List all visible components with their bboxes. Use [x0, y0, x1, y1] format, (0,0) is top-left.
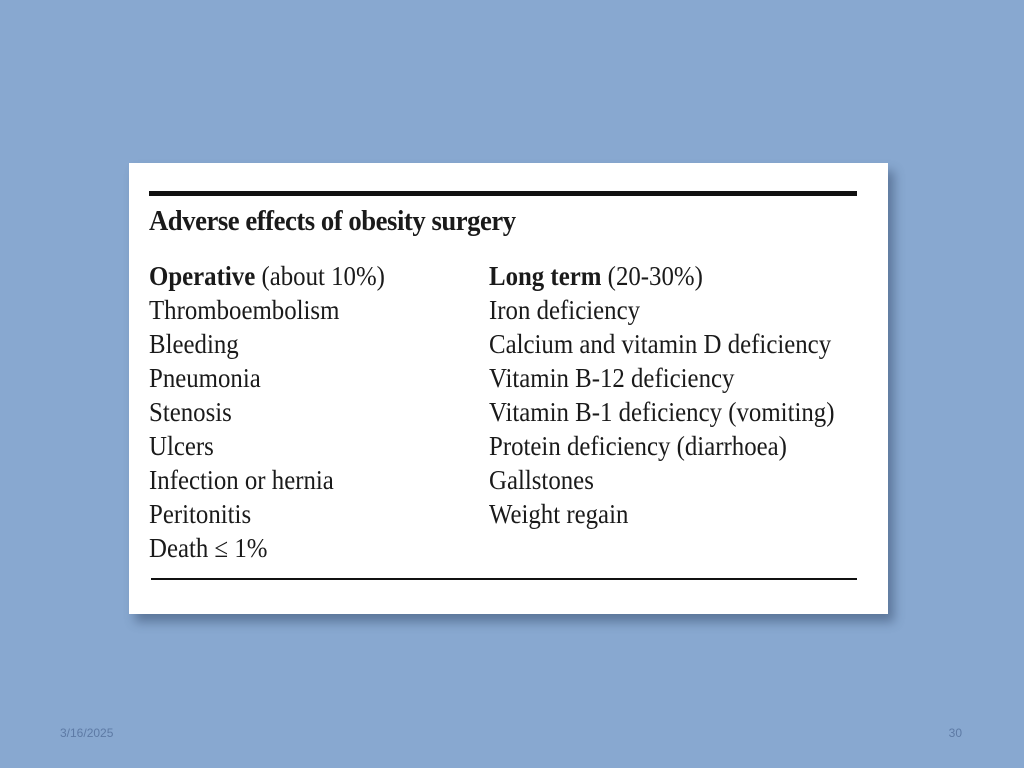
operative-item: Peritonitis — [149, 499, 252, 529]
bottom-rule — [151, 578, 857, 580]
operative-header-label: Operative — [149, 261, 256, 291]
operative-item: Pneumonia — [149, 363, 261, 393]
operative-item: Stenosis — [149, 397, 232, 427]
slide-date: 3/16/2025 — [60, 726, 114, 740]
operative-item: Ulcers — [149, 431, 214, 461]
operative-item: Infection or hernia — [149, 465, 334, 495]
long-term-item: Vitamin B-1 deficiency (vomiting) — [489, 397, 835, 427]
long-term-item: Vitamin B-12 deficiency — [489, 363, 735, 393]
long-term-header-label: Long term — [489, 261, 602, 291]
long-term-item: Calcium and vitamin D deficiency — [489, 329, 832, 359]
table-title: Adverse effects of obesity surgery — [149, 205, 516, 237]
operative-header — [149, 259, 385, 293]
operative-column — [149, 259, 405, 565]
slide-number: 30 — [948, 726, 962, 740]
operative-item: Death ≤ 1% — [149, 533, 268, 563]
long-term-item: Weight regain — [489, 499, 629, 529]
long-term-item: Protein deficiency (diarrhoea) — [489, 431, 787, 461]
long-term-item: Gallstones — [489, 465, 594, 495]
operative-item: Bleeding — [149, 329, 239, 359]
table-image — [129, 163, 888, 614]
long-term-header — [489, 259, 835, 293]
top-rule — [149, 191, 857, 196]
long-term-item: Iron deficiency — [489, 295, 641, 325]
long-term-column — [489, 259, 865, 531]
operative-header-note: (about 10%) — [255, 261, 385, 291]
long-term-header-note: (20-30%) — [601, 261, 703, 291]
operative-item: Thromboembolism — [149, 295, 340, 325]
